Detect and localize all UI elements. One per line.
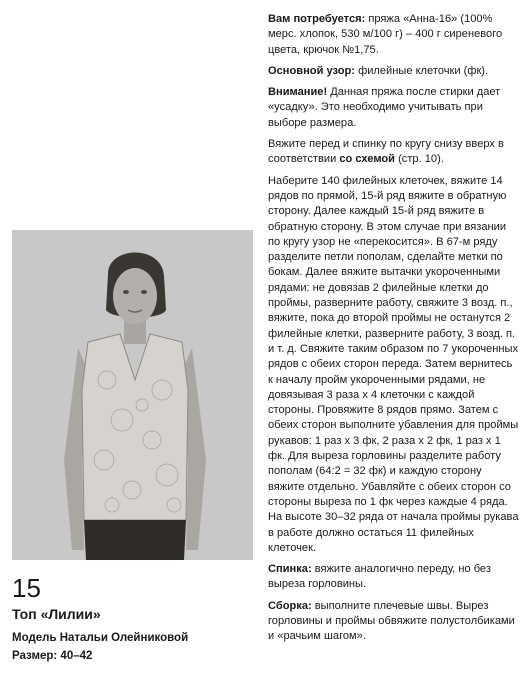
caption-block bbox=[12, 574, 257, 662]
attention-paragraph bbox=[268, 85, 520, 131]
assembly-label: Сборка: bbox=[268, 599, 312, 612]
pattern-paragraph bbox=[268, 64, 520, 79]
knit-paragraph bbox=[268, 137, 520, 168]
model-photo bbox=[12, 230, 253, 560]
assembly-text: выполните плечевые швы. Вырез горловины и проймы обвяжите полустолбиками и «рачьим шагом». bbox=[268, 599, 515, 643]
assembly-paragraph bbox=[268, 599, 520, 645]
attention-label: Внимание! bbox=[268, 86, 328, 99]
back-text: вяжите аналогично переду, но без выреза горловины. bbox=[268, 563, 491, 591]
knit-text-1: Вяжите перед и спинку по кругу снизу вверх в соответствии bbox=[268, 138, 504, 166]
requirements-label: Вам потребуется: bbox=[268, 13, 366, 25]
requirements-text: пряжа «Анна-16» (100% мерс. хлопок, 530 м/100 г) – 400 г сиреневого цвета, крючок №1,75. bbox=[268, 13, 503, 56]
main-instructions: Наберите 140 филейных клеточек, вяжите 14 рядов по прямой, 15-й ряд вяжите в обратную сторону. Далее каждый 15-й ряд вяжите в обратную сторону. В этом случае при вязании по кругу узор не «перекосится». В 67-м ряду разделите петли пополам, сделайте метки по бокам. Далее вяжите вытачки укороченными рядами: не довязав 2 филейные клетки до проймы, разверните работу, свяжите 3 возд. п., вяжите, пока до второй проймы не останутся 2 филейные клетки, разверните работу, 3 возд. п. и т. д. Свяжите таким образом по 7 укороченных рядов с обеих сторон переда. Затем вернитесь к началу пройм укороченными рядами, не довязывая 3 раза х 4 клеточки с каждой стороны. Провяжите 8 рядов прямо. Затем с обеих сторон выполните убавления для проймы рукавов: 1 раз х 3 фк, 2 раза х 2 фк, 1 раз х 1 фк. Для выреза горловины разделите работу пополам (64:2 = 32 фк) и каждую сторону вяжите отдельно. Убавляйте с обеих сторон со стороны выреза по 1 фк через каждые 4 ряда. На высоте 30–32 ряда от начала проймы рукава в работе должно остаться 11 филейных клеточек. bbox=[268, 174, 519, 554]
page-number: 15 bbox=[12, 573, 41, 603]
pattern-label: Основной узор: bbox=[268, 64, 355, 77]
requirements-paragraph bbox=[268, 12, 520, 58]
back-label: Спинка: bbox=[268, 563, 312, 576]
instructions-column bbox=[268, 12, 520, 651]
pattern-text: филейные клеточки (фк). bbox=[354, 64, 489, 77]
back-paragraph bbox=[268, 562, 520, 593]
project-title: Топ «Лилии» bbox=[12, 606, 101, 622]
knit-text-2: (стр. 10). bbox=[395, 153, 444, 166]
model-author: Модель Натальи Олейниковой bbox=[12, 632, 189, 644]
size-info: Размер: 40–42 bbox=[12, 650, 93, 662]
model-photo-illustration bbox=[12, 230, 253, 560]
attention-text: Данная пряжа после стирки дает «усадку». Это необходимо учитывать при выборе размера. bbox=[268, 86, 501, 129]
scheme-reference: со схемой bbox=[339, 153, 396, 166]
